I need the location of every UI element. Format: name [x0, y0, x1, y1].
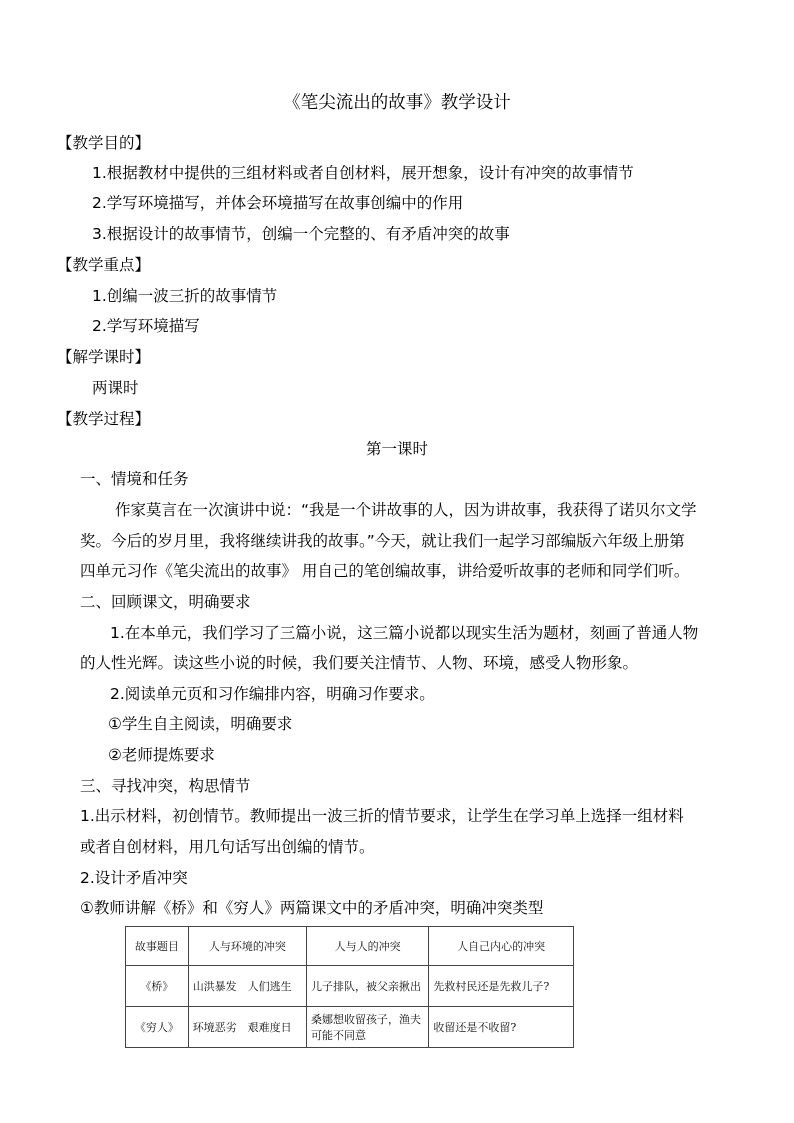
- table-header-cell: 人与人的冲突: [307, 927, 429, 966]
- key-point-item: 1.创编一波三折的故事情节: [92, 287, 278, 305]
- table-header-cell: 人自己内心的冲突: [429, 927, 574, 966]
- table-header-cell: 人与环境的冲突: [188, 927, 306, 966]
- paragraph-line: 作家莫言在一次演讲中说：“我是一个讲故事的人，因为讲故事，我获得了诺贝尔文学: [115, 501, 697, 519]
- objective-item: 1.根据教材中提供的三组材料或者自创材料，展开想象，设计有冲突的故事情节: [92, 164, 634, 182]
- table-header-cell: 故事题目: [126, 927, 189, 966]
- section-heading-hours: 【解学课时】: [57, 348, 151, 366]
- table-cell: 收留还是不收留?: [429, 1007, 574, 1048]
- lesson-heading: 第一课时: [365, 440, 428, 458]
- table-cell: 桑娜想收留孩子，渔夫可能不同意: [307, 1007, 429, 1048]
- step-heading: 三、寻找冲突，构思情节: [80, 777, 251, 795]
- table-cell: 《穷人》: [126, 1007, 189, 1048]
- paragraph-line: 奖。今后的岁月里，我将继续讲我的故事。”今天，就让我们一起学习部编版六年级上册第: [80, 532, 685, 550]
- objective-item: 2.学写环境描写，并体会环境描写在故事创编中的作用: [92, 194, 464, 212]
- section-heading-key-points: 【教学重点】: [57, 256, 151, 274]
- table-row: [126, 966, 574, 1007]
- sub-heading: 2.设计矛盾冲突: [80, 869, 188, 887]
- objective-item: 3.根据设计的故事情节，创编一个完整的、有矛盾冲突的故事: [92, 225, 510, 243]
- paragraph-line: 2.阅读单元页和习作编排内容，明确习作要求。: [110, 685, 435, 703]
- sub-item: ②老师提炼要求: [108, 746, 215, 764]
- table-header-row: [126, 927, 574, 966]
- table-cell: 《桥》: [126, 966, 189, 1007]
- section-heading-process: 【教学过程】: [57, 410, 151, 428]
- table-cell: 儿子排队，被父亲揪出: [307, 966, 429, 1007]
- paragraph-line: 1.在本单元，我们学习了三篇小说，这三篇小说都以现实生活为题材，刻画了普通人物: [110, 624, 699, 642]
- sub-item: ①学生自主阅读，明确要求: [108, 715, 293, 733]
- section-heading-objectives: 【教学目的】: [57, 134, 151, 152]
- hours-value: 两课时: [92, 379, 139, 397]
- key-point-item: 2.学写环境描写: [92, 317, 200, 335]
- table-cell: 环境恶劣 艰难度日: [188, 1007, 306, 1048]
- table-cell: 山洪暴发 人们逃生: [188, 966, 306, 1007]
- paragraph-line: 的人性光辉。读这些小说的时候，我们要关注情节、人物、环境，感受人物形象。: [80, 654, 639, 672]
- sub-item: ①教师讲解《桥》和《穷人》两篇课文中的矛盾冲突，明确冲突类型: [80, 899, 544, 917]
- step-heading: 一、情境和任务: [80, 470, 189, 488]
- paragraph-line: 或者自创材料，用几句话写出创编的情节。: [80, 838, 375, 856]
- table-cell: 先救村民还是先救儿子?: [429, 966, 574, 1007]
- paragraph-line: 1.出示材料，初创情节。教师提出一波三折的情节要求，让学生在学习单上选择一组材料: [80, 807, 684, 825]
- conflict-table: [125, 926, 574, 1048]
- document-title: 《笔尖流出的故事》教学设计: [283, 93, 511, 113]
- table-row: [126, 1007, 574, 1048]
- step-heading: 二、回顾课文，明确要求: [80, 593, 251, 611]
- paragraph-line: 四单元习作《笔尖流出的故事》 用自己的笔创编故事，讲给爱听故事的老师和同学们听。: [80, 562, 690, 580]
